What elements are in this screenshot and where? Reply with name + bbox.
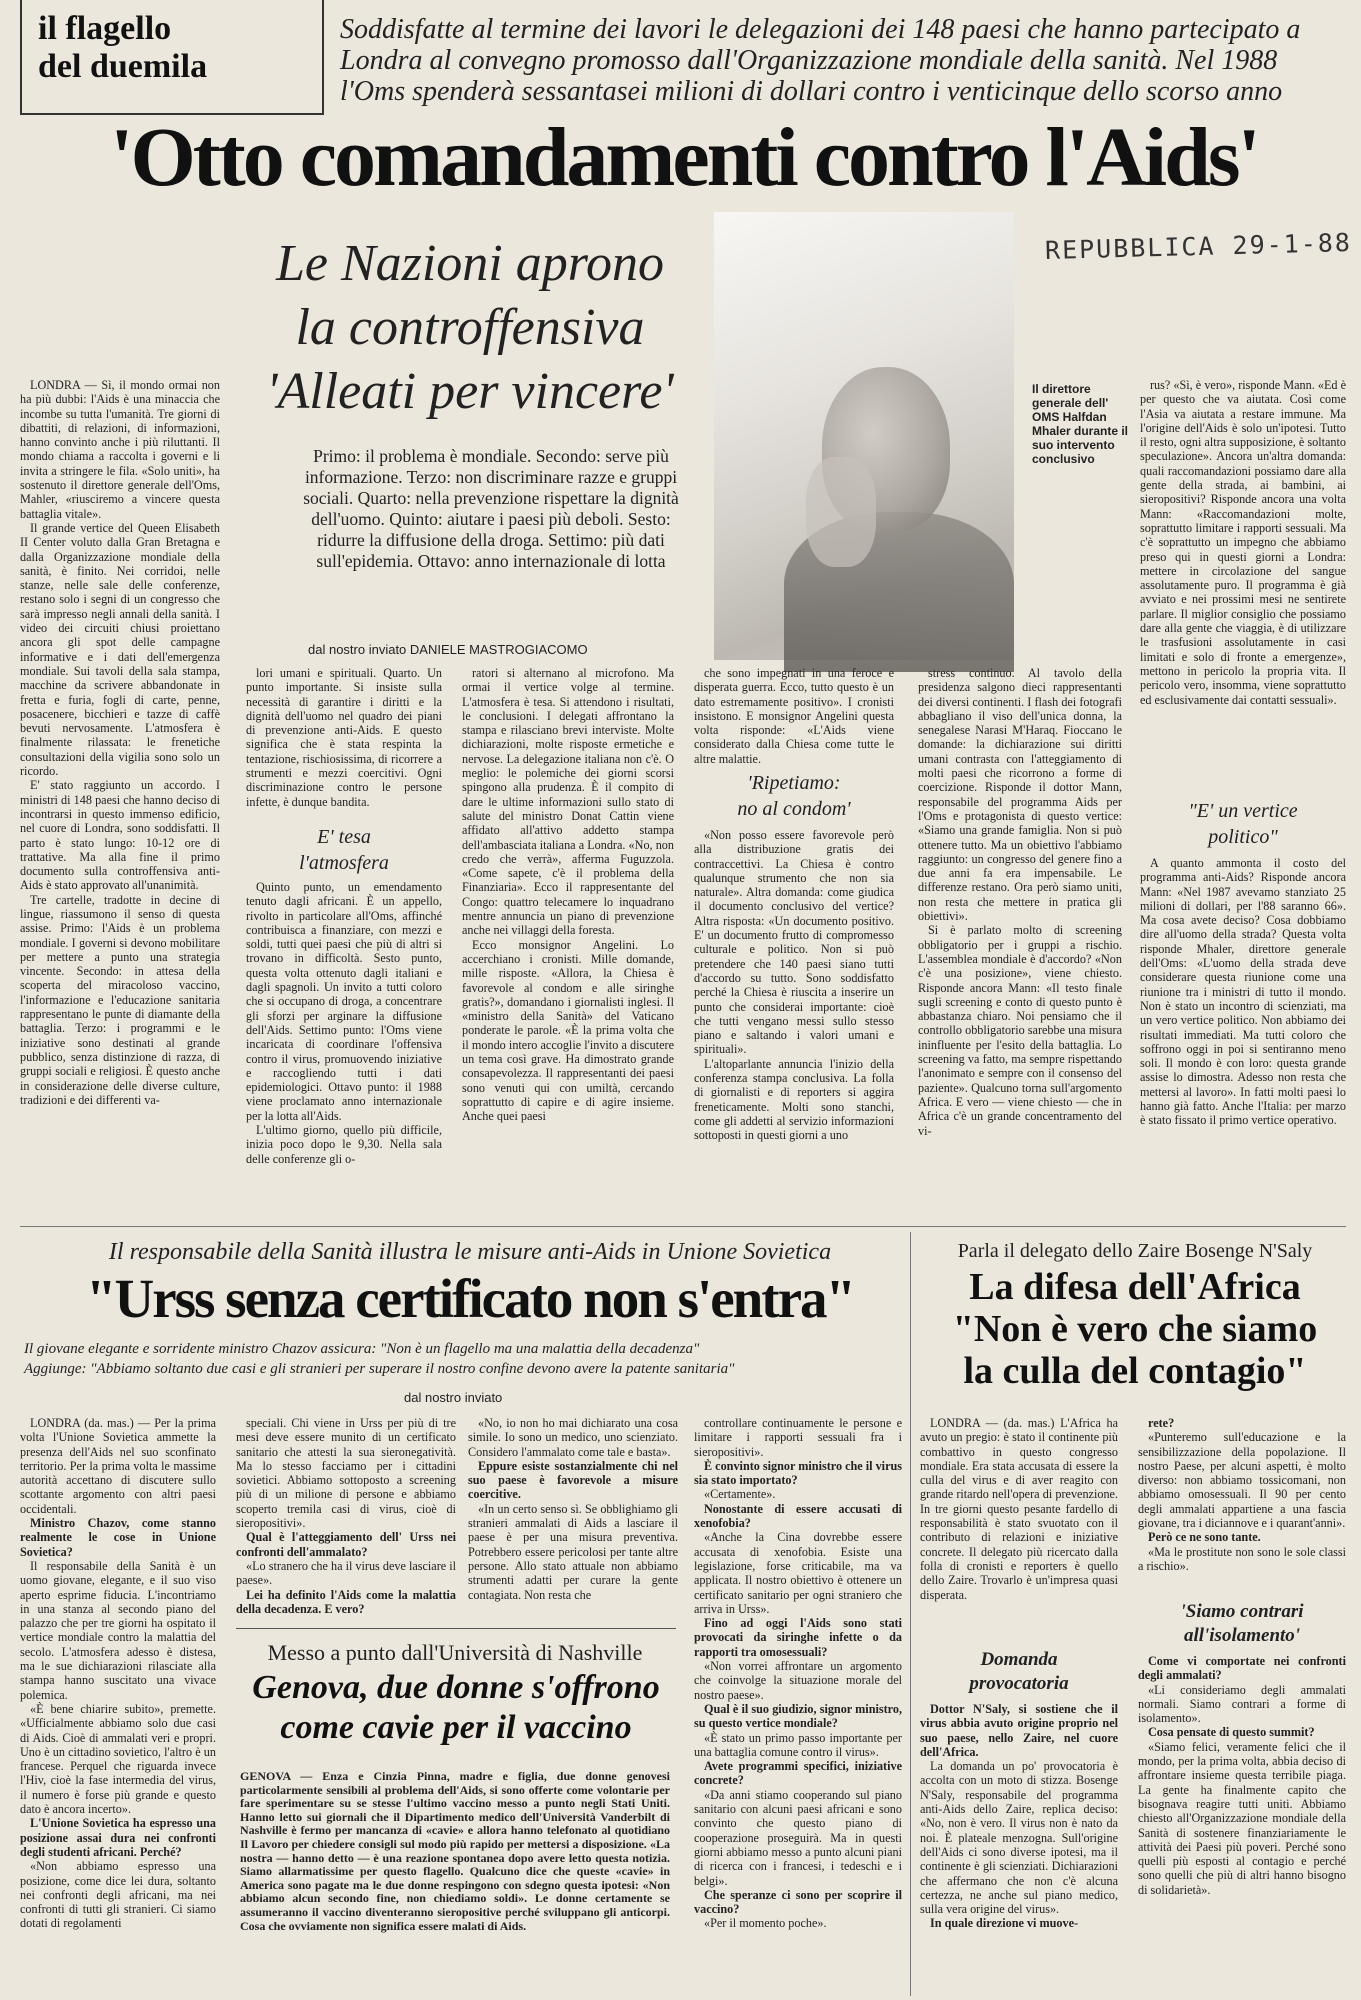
article4-col2-subhead: 'Siamo contrari all'isolamento': [1180, 1601, 1304, 1646]
photo-caption: Il direttore generale dell' OMS Halfdan Mhaler durante il suo intervento conclusivo: [1032, 382, 1129, 466]
article2-deck1: Il giovane elegante e sorridente ministro Chazov assicura: "Non è un flagello ma una malattia della decadenza": [24, 1341, 700, 1357]
article1-col2b: Quinto punto, un emendamento tenuto dagli africani. È un appello, rivolto in particolare all'Oms, affinché contribuisca a finanziare, con mezzi e soldi, tutti quei paesi che più di altri si trovano in difficoltà. Sesto punto, questa volta ottenuto dagli italiani e dagli spagnoli. Un invito a tutti coloro che si occupano di droga, a concentrare gli sforzi per arginare la diffusione dell'Aids. Settimo punto: l'Oms viene incaricata di coordinare l'offensiva contro il virus, promuovendo iniziative e raccogliendo tutti i dati epidemiologici. Ottavo punto: il 1988 viene proclamato anno internazionale per la lotta all'Aids. L'ultimo giorno, quello più difficile, inizia poco dopo le 9,30. Nella sala delle conferenze gli o-: [246, 880, 442, 1166]
article2-col2: speciali. Chi viene in Urss per più di tre mesi deve essere munito di un certificato sanitario che attesti la sua sieronegatività. Ma lo stesso facciamo per i cittadini sovietici. Abbiamo sottoposto a screening più di un milione di persone e abbiamo scoperto tremila casi di virus, cioè di sieropositivi». Qual è l'atteggiamento dell' Urss nei confronti dell'ammalato? «Lo stranero che ha il virus deve lasciare il paese». Lei ha definito l'Aids come la malattia della decadenza. E vero?: [236, 1416, 456, 1616]
article2-byline: dal nostro inviato: [404, 1390, 503, 1405]
article3-headline1: Genova, due donne s'offrono: [252, 1669, 660, 1706]
article4-col1-subhead: Domanda provocatoria: [969, 1649, 1069, 1694]
article2-deck2: Aggiunge: "Abbiamo soltanto due casi e gli stranieri per superare il nostro confine devono avere la patente sanitaria": [24, 1361, 735, 1377]
divider-top: [20, 1226, 1346, 1227]
subhead-line2: la controffensiva: [295, 299, 645, 356]
subhead-line3: 'Alleati per vincere': [266, 363, 674, 420]
article4-headline2: "Non è vero che siamo: [952, 1308, 1318, 1350]
article4-col2b: Come vi comportate nei confronti degli ammalati? «Li consideriamo degli ammalati normali. Siamo contrari a forme di isolamento». Cosa pensate di questo summit? «Siamo felici, veramente felici che il mondo, per la prima volta, abbia deciso di affrontare insieme questa terribile piaga. La gente ha finalmente capito che bisognava reagire tutti uniti. Abbiamo chiesto all'Organizzazione mondiale della Sanità di sostenere finanziariamente le attività dei Paesi più poveri. Perché sono quelli più esposti al contagio e perché sono quelli che più di altri hanno bisogno di solidarietà».: [1138, 1654, 1346, 1897]
article1-col1: LONDRA — Sì, il mondo ormai non ha più dubbi: l'Aids è una minaccia che incombe su tutta l'umanità. Tre giorni di dibattiti, di relazioni, di informazioni, hanno convinto anche i più riluttanti. Il mondo chiama a raccolta i governi e li invita a stringere le fila. «Solo uniti», ha sostenuto il direttore generale dell'Oms, Mahler, «riusciremo a vincere questa battaglia vitale». Il grande vertice del Queen Elisabeth II Center voluto dalla Gran Bretagna e dalla Organizzazione mondiale della sanità, è finito. Nei corridoi, nelle stanze, nelle sale delle conferenze, restano solo i segni di un congresso che sarà impresso negli annali della sanità. I video dei circuiti chiusi proiettano ancora gli spot delle campagne informative e i dati dell'emergenza mondiale. Sui tavoli della sala stampa, macchine da scrivere abbandonate in fretta e furia, fogli di carte, penne, posacenere, bicchieri e tazze di caffè bevuti nervosamente. L'atmosfera è finalmente rilassata: le frenetiche consultazioni della vigilia sono solo un ricordo. E' stato raggiunto un accordo. I ministri di 148 paesi che hanno deciso di incontrarsi in questo immenso edificio, nel cuore di Londra, sono soddisfatti. Il parto è stato lungo: 10-12 ore di trattative. Ma alla fine il primo documento sulla controffensiva anti-Aids è stato approvato all'unanimità. Tre cartelle, tradotte in decine di lingue, riassumono il senso di questa assise. Primo: l'Aids è un problema mondiale. I governi si devono mobilitare per mettere a punto una strategia vincente. Secondo: in attesa della scoperta del miracoloso vaccino, l'informazione e l'educazione sanitaria rappresentano le punte di diamante della battaglia. Terzo: i programmi e le iniziative sono destinati al grande pubblico, senza distinzione di razza, di gruppi sociali e religiosi. È questo anche in considerazione delle diverse culture, tradizioni e dei differenti va-: [20, 378, 220, 1107]
col2-subhead: E' tesa l'atmosfera: [299, 826, 389, 874]
article4-headline: [920, 1266, 1350, 1392]
col6-subhead: "E' un vertice politico": [1188, 800, 1298, 848]
article2-col1: LONDRA (da. mas.) — Per la prima volta l'Unione Sovietica ammette la presenza dell'Aids nel suo sconfinato territorio. Per la prima volta le massime autorità accettano di discutere sullo scottante argomento con altri paesi occidentali. Ministro Chazov, come stanno realmente le cose in Unione Sovietica? Il responsabile della Sanità è un uomo giovane, elegante, e il suo viso aperto esprime fiducia. L'incontriamo in una stanza al secondo piano del palazzo che per tre giorni ha ospitato il vertice mondiale contro la malattia del secolo. L'atmosfera adesso è distesa, ma le sue dichiarazioni rilasciate alla stampa hanno suscitato una vivace polemica. «È bene chiarire subito», premette. «Ufficialmente abbiamo solo due casi di Aids. Cioè di ammalati veri e propri. Uno è un cittadino sovietico, l'altro è un francese. Perquel che riguarda invece l'Hiv, cioè la fase intermedia del virus, il numero è forse più grande e questo dato è ancora incerto». L'Unione Sovietica ha espresso una posizione assai dura nei confronti degli studenti africani. Perché? «Non abbiamo espresso una posizione, come dice lei dura, soltanto nei confronti degli africani, ma nei confronti di tutti gli stranieri. Ci siamo dotati di regolamenti: [20, 1416, 216, 1931]
main-headline: 'Otto comandamenti contro l'Aids': [110, 111, 1258, 204]
article4-kicker: Parla il delegato dello Zaire Bosenge N'Saly: [957, 1240, 1313, 1262]
article1-col6: rus? «Sì, è vero», risponde Mann. «Ed è per questo che va aiutata. Così come l'Asia va aiutata a restare immune. Ma l'origine dell'Aids è solo un'ipotesi. Tutto il resto, ogni altra supposizione, è soltanto speculazione». Ancora un'altra domanda: quali raccomandazioni possiamo dare alla gente della strada, ai bambini, ai sieropositivi? Risponde ancora una volta Mann: «Raccomandazioni molte, soprattutto limitare i rapporti sessuali. Ma c'è soprattutto un impegno che abbiamo preso qui in questi giorni a Londra: mettere in circolazione del sangue assolutamente puro. Il programma è già avviato e nei prossimi mesi ne sentirete parlare. Il miglior consiglio che possiamo dare alla gente che viaggia, è di utilizzare le trasfusioni assolutamente in casi limitati e solo di fronte a emergenze», mettono in pericolo la propria vita. Il pericolo vero, insomma, viene soprattutto ed esclusivamente dai contatti sessuali».: [1140, 378, 1346, 707]
article4-headline1: La difesa dell'Africa: [969, 1266, 1301, 1308]
handwritten-note: REPUBBLICA 29-1-88: [1044, 227, 1353, 266]
subhead-line1: Le Nazioni aprono: [275, 235, 665, 292]
kicker-line2: del duemila: [38, 48, 208, 85]
article3-kicker: Messo a punto dall'Università di Nashville: [267, 1640, 643, 1665]
section-kicker-box: [20, 0, 324, 115]
kicker-line1: il flagello: [38, 10, 172, 47]
col4-subhead: 'Ripetiamo: no al condom': [737, 772, 851, 820]
article1-col2: lori umani e spirituali. Quarto. Un punto importante. Si insiste sulla necessità di garantire i diritti e la dignità dell'uomo nel quadro dei piani di prevenzione anti-Aids. E questo significa che è stata respinta la tentazione, rischiosissima, di ricorrere a strumenti e mezzi coercitivi. Ogni discriminazione contro le persone infette, è dunque bandita.: [246, 666, 442, 809]
article2-headline: "Urss senza certificato non s'entra": [85, 1268, 855, 1329]
article2-kicker: Il responsabile della Sanità illustra le misure anti-Aids in Unione Sovietica: [108, 1239, 832, 1265]
article4-col2: rete? «Punteremo sull'educazione e la sensibilizzazione della popolazione. Il nostro Paese, per alcuni aspetti, è molto diverso: non abbiamo tossicomani, non abbiamo omosessuali. Il 90 per cento degli ammalati appartiene a una fascia giovane, tra i diciannove e i quarant'anni». Però ce ne sono tante. «Ma le prostitute non sono le sole classi a rischio».: [1138, 1416, 1346, 1573]
subhead: [250, 232, 690, 424]
article1-col4: che sono impegnati in una feroce e disperata guerra. Ecco, tutto questo è un dato estremamente positivo». I cronisti insistono. E monsignor Angelini questa volta risponde: «L'Aids viene considerato dalla Chiesa come tutte le altre malattie.: [694, 666, 894, 766]
article1-col5: stress continuo. Al tavolo della presidenza salgono dieci rappresentanti dei diversi continenti. I flash dei fotografi abbagliano il viso dell'unica donna, la senegalese Narasi M'Haraq. Fioccano le domande: la dichiarazione sui diritti umani contrasta con l'atteggiamento di molti paesi che ricorrono a forme di coercizione. Risponde il dottor Mann, responsabile del programma Aids per l'Oms e protagonista di questo vertice: «Siamo una grande famiglia. Non si può ottenere tutto. Ma un obiettivo l'abbiamo raggiunto: un congresso del genere fino a due anni fa era impensabile. Le differenze restano. Ora però siamo uniti, non resta che mettere in pratica gli obiettivi». Si è parlato molto di screening obbligatorio per i gruppi a rischio. L'assemblea mondiale è d'accordo? «Non c'è una posizione», viene chiesto. Risponde ancora Mann: «Il testo finale sugli screening e conto di questo punto è abbastanza chiaro. Noi pensiamo che il controllo obbligatorio sarebbe una misura ininfluente per l'esito della battaglia. Lo screening va fatto, ma sempre rispettando l'anonimato e sempre con il consenso del paziente». Qualcuno torna sull'argomento Africa. E vero — viene chiesto — che in Africa c'è un grande concentramento del vi-: [918, 666, 1122, 1138]
article4-col1: LONDRA — (da. mas.) L'Africa ha avuto un pregio: è stato il continente più combattivo in questo congresso mondiale. Era stata accusata di essere la culla del virus e di aver reagito con grande ritardo nell'opera di prevenzione. In tre giorni questo pesante fardello di responsabilità è stato svuotato con il contributo di relazioni e iniziative concrete. Il delegato più ricercato dalla folla di cronisti e reporters è quello dello Zaire. Trovarlo è un'impresa quasi disperata.: [920, 1416, 1118, 1602]
article3-headline2: come cavie per il vaccino: [280, 1709, 632, 1746]
article2-col3: «No, io non ho mai dichiarato una cosa simile. Io sono un medico, uno scienziato. Considero l'ammalato come tale e basta». Eppure esiste sostanzialmente chi nel suo paese è favorevole a misure coercitive. «In un certo senso sì. Se obblighiamo gli stranieri ammalati di Aids a lasciare il paese è per una misura preventiva. Potrebbero essere pericolosi per tante altre persone. Allo stato attuale non abbiamo strumenti adatti per curare la gente contagiata. Non resta che: [468, 1416, 678, 1602]
article2-col4: controllare continuamente le persone e limitare i rapporti sessuali fra i sieropositivi». È convinto signor ministro che il virus sia stato importato? «Certamente». Nonostante di essere accusati di xenofobia? «Anche la Cina dovrebbe essere accusata di xenofobia. Esiste una legislazione, forse criticabile, ma va applicata. Il nostro obiettivo è ottenere un certificato sanitario per ogni straniero che arriva in Urss». Fino ad oggi l'Aids sono stati provocati da siringhe infette o da rapporti tra omosessuali? «Non vorrei affrontare un argomento che coinvolge la situazione morale del nostro paese». Qual è il suo giudizio, signor ministro, su questo vertice mondiale? «È stato un primo passo importante per una battaglia comune contro il virus». Avete programmi specifici, iniziative concrete? «Da anni stiamo cooperando sul piano sanitario con alcuni paesi africani e sono convinto che questo piano di cooperazione proseguirà. Ma in questi giorni abbiamo messo a punto alcuni piani di ricerca con i francesi, i tedeschi e i belgi». Che speranze ci sono per scoprire il vaccino? «Per il momento poche».: [694, 1416, 902, 1931]
article3-text: GENOVA — Enza e Cinzia Pinna, madre e figlia, due donne genovesi particolarmente sensibili al problema dell'Aids, si sono offerte come volontarie per fare sperimentare su se stesse l'ultimo vaccino messo a punto negli Stati Uniti. Hanno letto sui giornali che il Dipartimento medico dell'Università Vanderbilt di Nashville è fermo per mancanza di «cavie» e allora hanno telefonato al quotidiano Il Lavoro per chiedere consigli sul modo più rapido per mettersi a disposizione. «La nostra — hanno detto — è una reazione spontanea dopo avere letto questa notizia. Siamo allarmatissime per questo flagello. Qualcuno dice che queste «cavie» in America sono pagate ma le due donne respingono con sdegno questa ipotesi: «Non abbiamo alcun secondo fine, non chiediamo soldi». Le donne certamente se assumeranno il vaccino diventeranno sieropositive perché sviluppano gli anticorpi. Cosa che ovviamente non significa essere malati di Aids.: [240, 1769, 670, 1933]
article4-col1b: Dottor N'Saly, si sostiene che il virus abbia avuto origine proprio nel suo paese, nello Zaire, nel cuore dell'Africa. La domanda un po' provocatoria è accolta con un moto di stizza. Bosenge N'Saly, responsabile del programma anti-Aids dello Zaire, replica deciso: «No, non è vero. Il virus non è nato da noi. È plateale menzogna. Sull'origine dell'Aids ci sono diverse ipotesi, ma il continente è gli scienziati. Dichiarazioni che affermano che non c'è alcuna certezza, ne anche sul piano medico, sulla vera origine del virus». In quale direzione vi muove-: [920, 1702, 1118, 1931]
top-deck: Soddisfatte al termine dei lavori le delegazioni dei 148 paesi che hanno partecipato a Londra al convegno promosso dall'Organizzazione mondiale della sanità. Nel 1988 l'Oms spenderà sessantasei milioni di dollari contro i venticinque dello scorso anno: [340, 14, 1301, 107]
byline: dal nostro inviato DANIELE MASTROGIACOMO: [308, 642, 588, 657]
divider-vertical: [910, 1232, 911, 1996]
summary: Primo: il problema è mondiale. Secondo: serve più informazione. Terzo: non discriminare razze e gruppi sociali. Quarto: nella prevenzione rispettare la dignità dell'uomo. Quinto: aiutare i paesi più deboli. Sesto: ridurre la diffusione della droga. Settimo: più dati sull'epidemia. Ottavo: anno internazionale di lotta: [303, 446, 679, 571]
article1-col4b: «Non posso essere favorevole però alla distribuzione gratis dei contraccettivi. La Chiesa è contro qualunque strumento che non sia naturale». Altra domanda: come giudica il documento conclusivo del vertice? Altra risposta: «Un documento positivo. E' un documento frutto di compromesso culturale e politico. Non si può pretendere che 140 paesi siano tutti d'accordo su tutto. Sono soddisfatto perché la Chiesa è riuscita a inserire un punto che considerai importante: cioè che tutti vengano messi sullo stesso piano e saltando i valori umani e spirituali». L'altoparlante annuncia l'inizio della conferenza stampa conclusiva. La folla di giornalisti e di reporters si aggira freneticamente. Molti sono stanchi, come gli addetti al servizio informazioni sottoposti in questi giorni a uno: [694, 828, 894, 1143]
article1-col6b: A quanto ammonta il costo del programma anti-Aids? Risponde ancora Mann: «Nel 1987 avevamo stanziato 25 milioni di dollari, per l'88 saranno 66». Ma cosa avete deciso? Cosa dobbiamo dire all'uomo della strada? Questa volta risponde Mhaler, direttore generale dell'Oms: «L'uomo della strada deve considerare questa riunione come una riunione tra i ministri di tutto il mondo. Non è stato un incontro di scienziati, ma un vero vertice politico. Non abbiamo dei risultati immediati. Ma tutti coloro che soffrono oggi in poi si sentiranno meno soli. Il mondo è con loro: questa grande assise lo dimostra. Adesso non resta che mettersi al lavoro». In fatti molti paesi lo hanno già fatto. Anche l'Italia: per marzo è stato fissato il primo vertice operativo.: [1140, 856, 1346, 1128]
article1-col3: ratori si alternano al microfono. Ma ormai il vertice volge al termine. L'atmosfera è tesa. Si attendono i risultati, le conclusioni. I delegati affrontano la stampa e rilasciano brevi interviste. Molte dichiarazioni, molte risposte ermetiche e nervose. La delegazione italiana non c'è. O meglio: le polemiche dei giorni scorsi spingono alla prudenza. È il compito di dare le ultime informazioni sullo stato di salute del ministro Donat Cattin viene affidato all'attivo addetto stampa dell'ambasciata italiana a Londra. «No, non credo che verrà», afferma Fuguzzola. «Come sapete, c'è il problema della Finanziaria». Ecco il rappresentante del Congo: quattro telecamere lo inquadrano mentre annuncia un piano di prevenzione anche nei villaggi della foresta. Ecco monsignor Angelini. Lo accerchiano i cronisti. Mille domande, mille risposte. «Allora, la Chiesa è favorevole al condom e alle siringhe gratis?», domandano i giornalisti inglesi. Il «ministro della Sanità» del Vaticano ponderate le parole. «È la prima volta che il mondo intero accoglie l'invito a discutere un tema così grave. Ha dimostrato grande consapevolezza. Il rappresentanti dei paesi sono venuti qui con umiltà, cercando soprattutto di capire e di agire insieme. Anche quei paesi: [462, 666, 674, 1124]
photo-halfdan-mahler: [714, 212, 1014, 660]
article4-headline3: la culla del contagio": [963, 1350, 1307, 1392]
